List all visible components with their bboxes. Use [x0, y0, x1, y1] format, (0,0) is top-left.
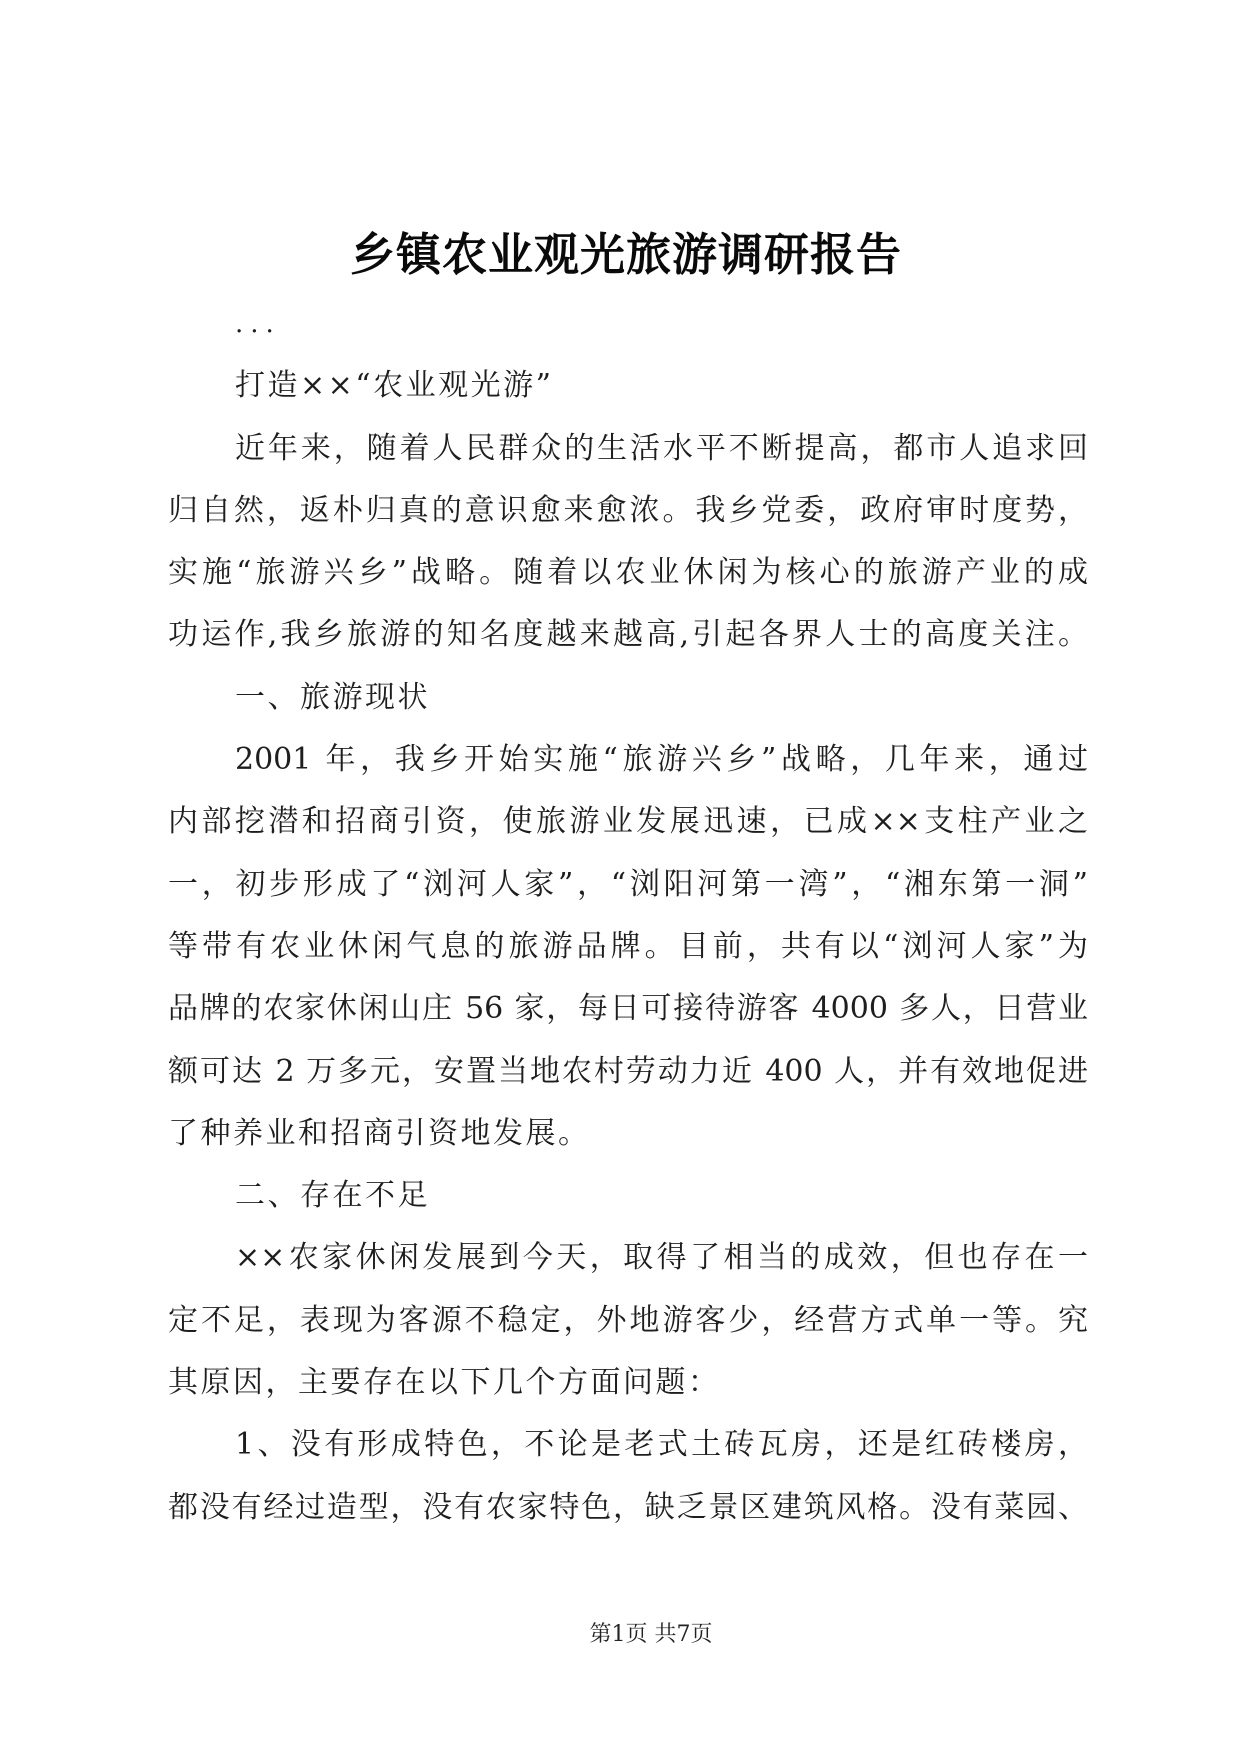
paragraph-line: 2001 年，我乡开始实施“旅游兴乡”战略，几年来，通过 — [235, 742, 1088, 778]
paragraph-line: 了种养业和招商引资地发展。 — [168, 1115, 591, 1151]
paragraph-line: 近年来，随着人民群众的生活水平不断提高，都市人追求回 — [235, 430, 1088, 466]
document-body — [168, 293, 1088, 1539]
intro-paragraph — [168, 418, 1088, 667]
paragraph-line: 品牌的农家休闲山庄 56 家，每日可接待游客 4000 多人，日营业 — [168, 991, 1088, 1027]
paragraph-line: 1、没有形成特色，不论是老式土砖瓦房，还是红砖楼房， — [235, 1427, 1088, 1463]
section-1-paragraph — [168, 729, 1088, 1165]
section-1-heading: 一、旅游现状 — [235, 679, 430, 715]
page-number-footer: 第1页 共7页 — [589, 1622, 713, 1647]
paragraph-line: 功运作,我乡旅游的知名度越来越高,引起各界人士的高度关注。 — [168, 617, 1088, 653]
paragraph-line: 定不足，表现为客源不稳定，外地游客少，经营方式单一等。究 — [168, 1302, 1088, 1338]
paragraph-line: 归自然，返朴归真的意识愈来愈浓。我乡党委，政府审时度势， — [168, 492, 1088, 528]
subheading: 打造××“农业观光游” — [235, 368, 554, 404]
paragraph-line: 额可达 2 万多元，安置当地农村劳动力近 400 人，并有效地促进 — [168, 1053, 1088, 1089]
paragraph-line: 一，初步形成了“浏河人家”，“浏阳河第一湾”，“湘东第一洞” — [168, 866, 1088, 902]
section-2-point-1 — [168, 1414, 1088, 1539]
ellipsis-line: ... — [235, 309, 281, 339]
section-2-paragraph — [168, 1227, 1088, 1414]
paragraph-line: 等带有农业休闲气息的旅游品牌。目前，共有以“浏河人家”为 — [168, 928, 1088, 964]
paragraph-line: 都没有经过造型，没有农家特色，缺乏景区建筑风格。没有菜园、 — [168, 1489, 1088, 1525]
paragraph-line: ××农家休闲发展到今天，取得了相当的成效，但也存在一 — [235, 1240, 1088, 1276]
document-title: 乡镇农业观光旅游调研报告 — [349, 228, 902, 281]
paragraph-line: 实施“旅游兴乡”战略。随着以农业休闲为核心的旅游产业的成 — [168, 555, 1088, 591]
paragraph-line: 其原因，主要存在以下几个方面问题： — [168, 1365, 721, 1401]
section-2-heading: 二、存在不足 — [235, 1178, 430, 1214]
paragraph-line: 内部挖潜和招商引资，使旅游业发展迅速，已成××支柱产业之 — [168, 804, 1088, 840]
